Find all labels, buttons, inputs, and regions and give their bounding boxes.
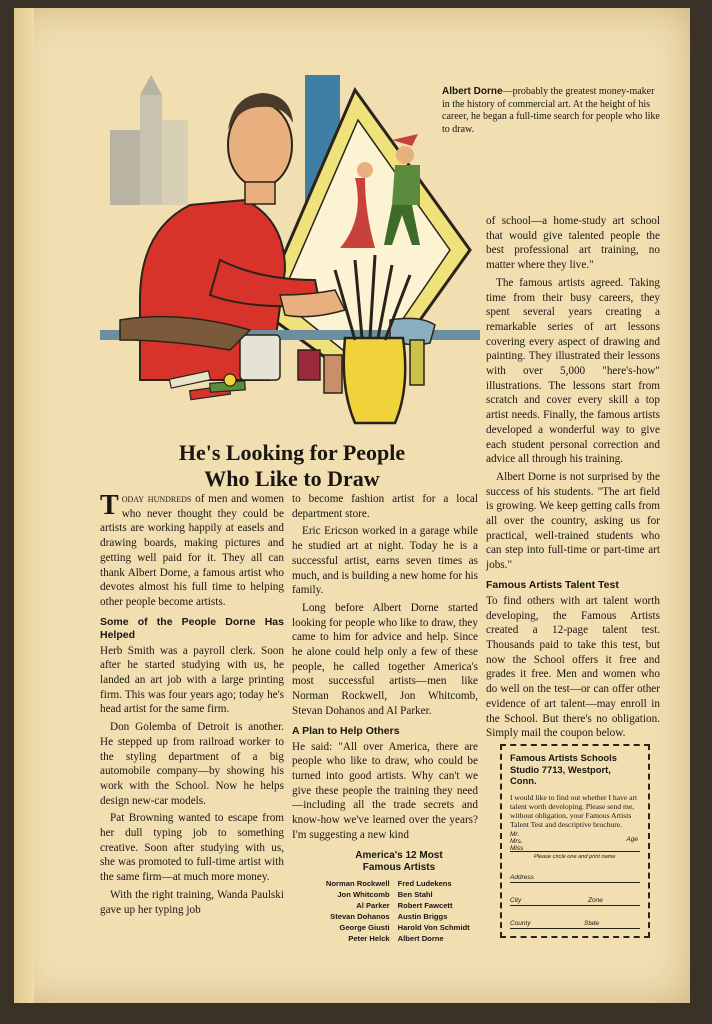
- county-label: County: [510, 919, 531, 927]
- artist-row: [306, 922, 492, 933]
- artist-name: Jon Whitcomb: [337, 890, 390, 899]
- artist-row: [306, 889, 492, 900]
- artist-name: Norman Rockwell: [325, 879, 390, 888]
- col2-paragraph-2: Eric Ericson worked in a garage while he studied art at night. Today he is a successful artist, earns seven times as much, and is building a new home for his family.: [292, 525, 478, 597]
- artist-row: [306, 911, 492, 922]
- col1-paragraph-2: Herb Smith was a payroll clerk. Soon after he started studying with us, he landed an art job with a large printing firm. This was four years ago; today he's head artist for the same firm.: [100, 644, 284, 716]
- city-label: City: [510, 896, 522, 904]
- salutation-label: Mr. Mrs. Miss: [510, 830, 524, 852]
- print-note: Please circle one and print name: [534, 853, 616, 860]
- col1-paragraph-5: With the right training, Wanda Paulski gave up her typing job: [100, 888, 284, 916]
- illustration-caption: [442, 86, 662, 136]
- col1-subhead: Some of the People Dorne Has Helped: [100, 615, 284, 641]
- state-label: State: [584, 919, 600, 927]
- col2-subhead: A Plan to Help Others: [292, 724, 400, 737]
- column-2: [292, 492, 478, 845]
- zone-label: Zone: [588, 896, 603, 904]
- col1-paragraph-3: Don Golemba of Detroit is another. He stepped up from railroad worker to the styling department of a big automobile company—by showing his work with the School. Now he helps design new-car models.: [100, 721, 284, 807]
- artist-illustration: [100, 70, 480, 440]
- col3-paragraph-4: To find others with art talent worth developing, the Famous Artists created a 12-page talent test. Thousands paid to take this test, but now the School offers it free and grades it free. Men and women who do well on the test—or can offer other evidence of art talent—may enroll in the School. But there's no obligation. Simply mail the coupon below.: [486, 594, 660, 740]
- famous-artists-table: [306, 878, 492, 944]
- famous-artists-list: [306, 850, 492, 944]
- caption-name: Albert Dorne: [442, 86, 503, 97]
- column-3: [486, 214, 660, 744]
- coupon-title-2: Studio 7713, Westport, Conn.: [510, 763, 611, 786]
- artist-name: Harold Von Schmidt: [397, 923, 470, 932]
- col1-paragraph-4: Pat Browning wanted to escape from her dull typing job to something creative. Soon after studying with us, she was promoted to full-time artist with the same firm—at much more money.: [100, 812, 284, 884]
- col1-paragraph-1-text: of men and women who never thought they could be artists are working happily at easels and drawing boards, making pictures and getting well paid for it. They all can thank Albert Dorne, a famous artist who devotes almost his full time to helping other people become artists.: [100, 493, 285, 608]
- artist-name: George Giusti: [339, 923, 390, 932]
- dropcap: T: [100, 490, 119, 521]
- artist-name: Ben Stahl: [397, 890, 433, 899]
- artist-name: Robert Fawcett: [397, 901, 453, 910]
- col1-paragraph-1: [100, 492, 284, 610]
- artist-name: Fred Ludekens: [397, 879, 452, 888]
- headline: [110, 440, 474, 492]
- col3-subhead: Famous Artists Talent Test: [486, 578, 619, 591]
- coupon-body: I would like to find out whether I have art talent worth developing. Please send me, without obligation, your Famous Artists Talent Test and descriptive brochure.: [510, 792, 638, 829]
- artist-name: Al Parker: [356, 901, 390, 910]
- coupon-title-1: Famous Artists Schools: [510, 752, 617, 763]
- col2-paragraph-1: to become fashion artist for a local department store.: [292, 493, 478, 520]
- col3-paragraph-3: Albert Dorne is not surprised by the success of his students. "The art field is growing. We keep getting calls from all over the country, asking us for practical, well-trained students who can step into full-time or part-time art jobs.": [486, 470, 660, 572]
- artist-row: [306, 900, 492, 911]
- caption-text: —probably the greatest money-maker in the history of commercial art. At the height of his career, he began a full-time search for people who like to draw.: [442, 86, 660, 135]
- lead-smallcaps: oday hundreds: [121, 493, 192, 505]
- artist-name: Peter Helck: [348, 934, 390, 943]
- mail-coupon[interactable]: [500, 744, 650, 938]
- county-state-field[interactable]: [510, 908, 640, 929]
- city-zone-field[interactable]: [510, 885, 640, 906]
- address-label: Address: [510, 873, 534, 881]
- col3-paragraph-2: The famous artists agreed. Taking time from their busy careers, they spent several years creating a remarkable series of art lessons covering every aspect of drawing and painting. They illustrated their lessons with over 5,000 "here's-how" illustrations. The lessons start from scratch and cover every skill a top artist needs. Finally, the famous artists developed a wonderful way to give each student personal correction and advice all through his training.: [486, 276, 660, 466]
- famous-artists-title-1: America's 12 Most: [355, 850, 443, 861]
- col2-paragraph-4: He said: "All over America, there are people who like to draw, who could be turned into good artists. Why can't we give these people the training they need—including all the trade secrets and know-how we've learned over the years? I'm suggesting a new kind: [292, 740, 478, 841]
- headline-line-2: Who Like to Draw: [204, 466, 380, 491]
- column-1: [100, 492, 284, 920]
- artist-name: Stevan Dohanos: [330, 912, 390, 921]
- artist-name: Albert Dorne: [397, 934, 444, 943]
- artist-name: Austin Briggs: [397, 912, 448, 921]
- artist-row: [306, 878, 492, 889]
- artist-row: [306, 933, 492, 944]
- famous-artists-title-2: Famous Artists: [362, 862, 436, 873]
- col3-paragraph-1: of school—a home-study art school that would give talented people the best professional art training, no matter where they live.": [486, 215, 660, 272]
- headline-line-1: He's Looking for People: [178, 440, 406, 465]
- col2-paragraph-3: Long before Albert Dorne started looking for people who like to draw, they came to him for advice and help. Since he alone could help only a few of these people, he called together America's most successful artists—men like Norman Rockwell, Jon Whitcomb, Stevan Dohanos and Al Parker.: [292, 601, 478, 717]
- name-field[interactable]: [510, 830, 640, 860]
- age-label: Age: [626, 835, 638, 843]
- address-field[interactable]: [510, 862, 640, 883]
- magazine-page: [14, 8, 690, 1003]
